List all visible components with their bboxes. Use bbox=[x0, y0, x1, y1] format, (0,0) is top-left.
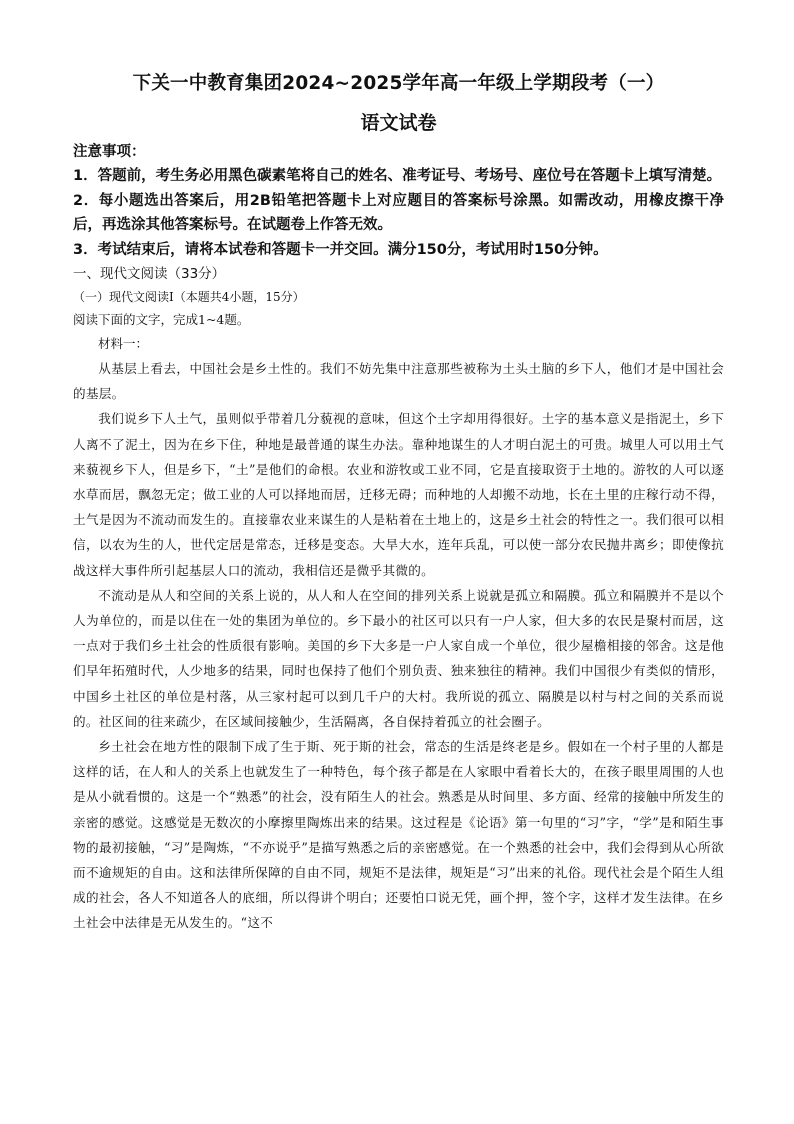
passage-paragraph-4: 乡土社会在地方性的限制下成了生于斯、死于斯的社会，常态的生活是终老是乡。假如在一个村子里的人都是这样的话，在人和人的关系上也就发生了一种特色，每个孩子都是在人家眼中看着长大的，在孩子眼里周围的人也是从小就看惯的。这是一个“熟悉”的社会，没有陌生人的社会。熟悉是从时间里、多方面、经常的接触中所发生的亲密的感觉。这感觉是无数次的小摩擦里陶炼出来的结果。这过程是《论语》第一句里的“习”字，“学”是和陌生事物的最初接触，“习”是陶炼，“不亦说乎”是描写熟悉之后的亲密感觉。在一个熟悉的社会中，我们会得到从心所欲而不逾规矩的自由。这和法律所保障的自由不同，规矩不是法律，规矩是“习”出来的礼俗。现代社会是个陌生人组成的社会，各人不知道各人的底细，所以得讲个明白；还要怕口说无凭，画个押，签个字，这样才发生法律。在乡土社会中法律是无从发生的。“这不 bbox=[73, 739, 724, 931]
notice-section bbox=[73, 140, 724, 262]
passage-paragraph-3: 不流动是从人和空间的关系上说的，从人和人在空间的排列关系上说就是孤立和隔膜。孤立和隔膜并不是以个人为单位的，而是以住在一处的集团为单位的。乡下最小的社区可以只有一户人家，但大多的农民是聚村而居，这一点对于我们乡土社会的性质很有影响。美国的乡下大多是一户人家自成一个单位，很少屋檐相接的邻舍。这是他们早年拓殖时代，人少地多的结果，同时也保持了他们个别负责、独来独往的精神。我们中国很少有类似的情形，中国乡土社区的单位是村落，从三家村起可以到几千户的大村。我所说的孤立、隔膜是以村与村之间的关系而说的。社区间的往来疏少，在区域间接触少，生活隔离，各自保持着孤立的社会圈子。 bbox=[73, 587, 724, 729]
section-heading: 一、现代文阅读（33分） bbox=[73, 266, 226, 282]
exam-title: 下关一中教育集团2024~2025学年高一年级上学期段考（一） bbox=[132, 73, 665, 94]
passage-paragraph-1: 从基层上看去，中国社会是乡土性的。我们不妨先集中注意那些被称为土头土脑的乡下人，他们才是中国社会的基层。 bbox=[73, 361, 724, 402]
exam-subject: 语文试卷 bbox=[360, 112, 437, 134]
passage-paragraph-2: 我们说乡下人土气，虽则似乎带着几分藐视的意味，但这个土字却用得很好。土字的基本意义是指泥土，乡下人离不了泥土，因为在乡下住，种地是最普通的谋生办法。靠种地谋生的人才明白泥土的可贵。城里人可以用土气来藐视乡下人，但是乡下，“土”是他们的命根。农业和游牧或工业不同，它是直接取资于土地的。游牧的人可以逐水草而居，飘忽无定；做工业的人可以择地而居，迁移无碍；而种地的人却搬不动地，长在土里的庄稼行动不得，土气是因为不流动而发生的。直接靠农业来谋生的人是粘着在土地上的，这是乡土社会的特性之一。我们很可以相信，以农为生的人，世代定居是常态，迁移是变态。大旱大水，连年兵乱，可以使一部分农民抛井离乡；即使像抗战这样大事件所引起基层人口的流动，我相信还是微乎其微的。 bbox=[73, 411, 724, 578]
notice-item-1: 1．答题前，考生务必用黑色碳素笔将自己的姓名、准考证号、考场号、座位号在答题卡上填写清楚。 bbox=[73, 168, 722, 184]
reading-instruction: 阅读下面的文字，完成1~4题。 bbox=[73, 312, 250, 327]
notice-item-2: 2．每小题选出答案后，用2B铅笔把答题卡上对应题目的答案标号涂黑。如需改动，用橡皮擦干净后，再选涂其他答案标号。在试题卷上作答无效。 bbox=[73, 192, 724, 233]
section-subheading: （一）现代文阅读I（本题共4小题，15分） bbox=[73, 290, 305, 304]
material-label: 材料一： bbox=[98, 336, 149, 351]
notice-heading: 注意事项： bbox=[73, 144, 146, 160]
notice-item-3: 3．考试结束后，请将本试卷和答题卡一并交回。满分150分，考试用时150分钟。 bbox=[73, 241, 608, 258]
